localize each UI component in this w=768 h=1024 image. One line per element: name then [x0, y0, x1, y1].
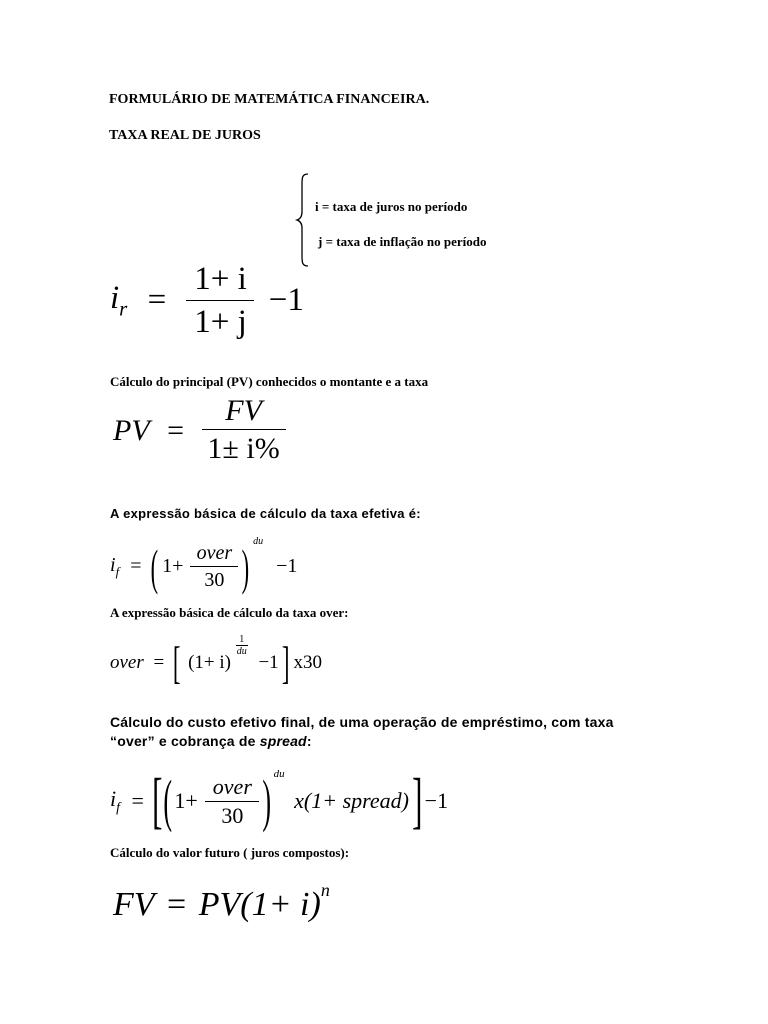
- caption-cef-line1: Cálculo do custo efetivo final, de uma operação de empréstimo, com taxa: [110, 714, 614, 730]
- formula-subscript: f: [116, 800, 121, 816]
- right-paren: ): [241, 538, 250, 595]
- formula-pv: [113, 393, 286, 468]
- formula-exponent: du: [273, 768, 285, 780]
- right-bracket: ]: [282, 637, 290, 688]
- caption-cef-line2: [110, 733, 312, 749]
- fraction-denominator: 1+ j: [194, 304, 247, 340]
- fraction: [190, 540, 238, 593]
- left-paren: (: [151, 538, 159, 595]
- fraction-numerator: 1: [239, 634, 245, 645]
- formula-spread-term: x(1+ spread): [294, 788, 410, 813]
- formula-base: (1+ i): [188, 652, 231, 673]
- exponent-fraction: [236, 634, 248, 657]
- formula-var: i: [110, 279, 120, 316]
- fraction: [202, 393, 286, 468]
- formula-cef: [110, 767, 449, 842]
- formula-minus-one: −1: [258, 652, 279, 673]
- fraction-denominator: 30: [221, 802, 244, 828]
- fraction-denominator: du: [236, 646, 247, 657]
- left-bracket: [: [172, 637, 181, 688]
- fraction: [205, 773, 259, 830]
- formula-one-plus: 1+: [174, 788, 198, 813]
- formula-times: x30: [293, 652, 323, 673]
- equals-sign: =: [147, 282, 167, 318]
- fraction-denominator: 1± i%: [207, 432, 280, 465]
- formula-exponent: n: [320, 880, 330, 900]
- formula-subscript: r: [119, 296, 128, 321]
- caption-cef-colon: :: [306, 733, 312, 749]
- formula-effective-rate: [110, 536, 298, 604]
- equals-sign: =: [167, 886, 187, 923]
- caption-cef-emphasis: spread: [259, 733, 307, 749]
- caption-effective-rate: A expressão básica de cálculo da taxa efetiva é:: [110, 506, 421, 521]
- document-title: FORMULÁRIO DE MATEMÁTICA FINANCEIRA.: [109, 92, 430, 107]
- equals-sign: =: [130, 555, 142, 577]
- legend-i: i = taxa de juros no período: [315, 199, 468, 214]
- formula-var: i: [110, 785, 117, 811]
- formula-future-value: [113, 880, 330, 924]
- fraction-numerator: 1+ i: [194, 261, 247, 297]
- formula-real-rate: [110, 258, 304, 350]
- right-paren: ): [262, 768, 271, 833]
- formula-rhs: PV(1+ i): [198, 886, 321, 923]
- caption-over-rate: A expressão básica de cálculo da taxa over:: [110, 605, 349, 620]
- caption-cef-text: “over” e cobrança de: [110, 733, 260, 749]
- fraction-numerator: over: [212, 773, 252, 799]
- fraction: [186, 258, 254, 343]
- formula-tail: −1: [424, 788, 449, 813]
- equals-sign: =: [131, 788, 144, 813]
- caption-future-value: Cálculo do valor futuro ( juros compostos):: [110, 845, 350, 860]
- caption-pv: Cálculo do principal (PV) conhecidos o montante e a taxa: [110, 374, 429, 389]
- formula-subscript: f: [115, 563, 120, 579]
- formula-var: i: [110, 553, 116, 576]
- left-paren: (: [162, 768, 172, 833]
- formula-var: over: [110, 652, 144, 673]
- formula-var: PV: [113, 413, 150, 447]
- fraction-denominator: 30: [204, 569, 225, 591]
- equals-sign: =: [167, 413, 185, 447]
- legend-j: j = taxa de inflação no período: [318, 234, 487, 249]
- formula-tail: −1: [268, 282, 304, 318]
- curly-brace-icon: [296, 172, 310, 268]
- formula-tail: −1: [276, 555, 298, 577]
- equals-sign: =: [153, 652, 165, 673]
- fraction-numerator: FV: [225, 394, 262, 427]
- formula-exponent: du: [253, 536, 264, 547]
- formula-var: FV: [113, 886, 155, 923]
- section-heading-real-rate: TAXA REAL DE JUROS: [109, 128, 261, 143]
- fraction-numerator: over: [196, 542, 233, 564]
- right-bracket: ]: [411, 767, 423, 835]
- formula-over-rate: [110, 634, 323, 694]
- left-bracket: [: [152, 767, 163, 835]
- formula-one-plus: 1+: [162, 555, 184, 577]
